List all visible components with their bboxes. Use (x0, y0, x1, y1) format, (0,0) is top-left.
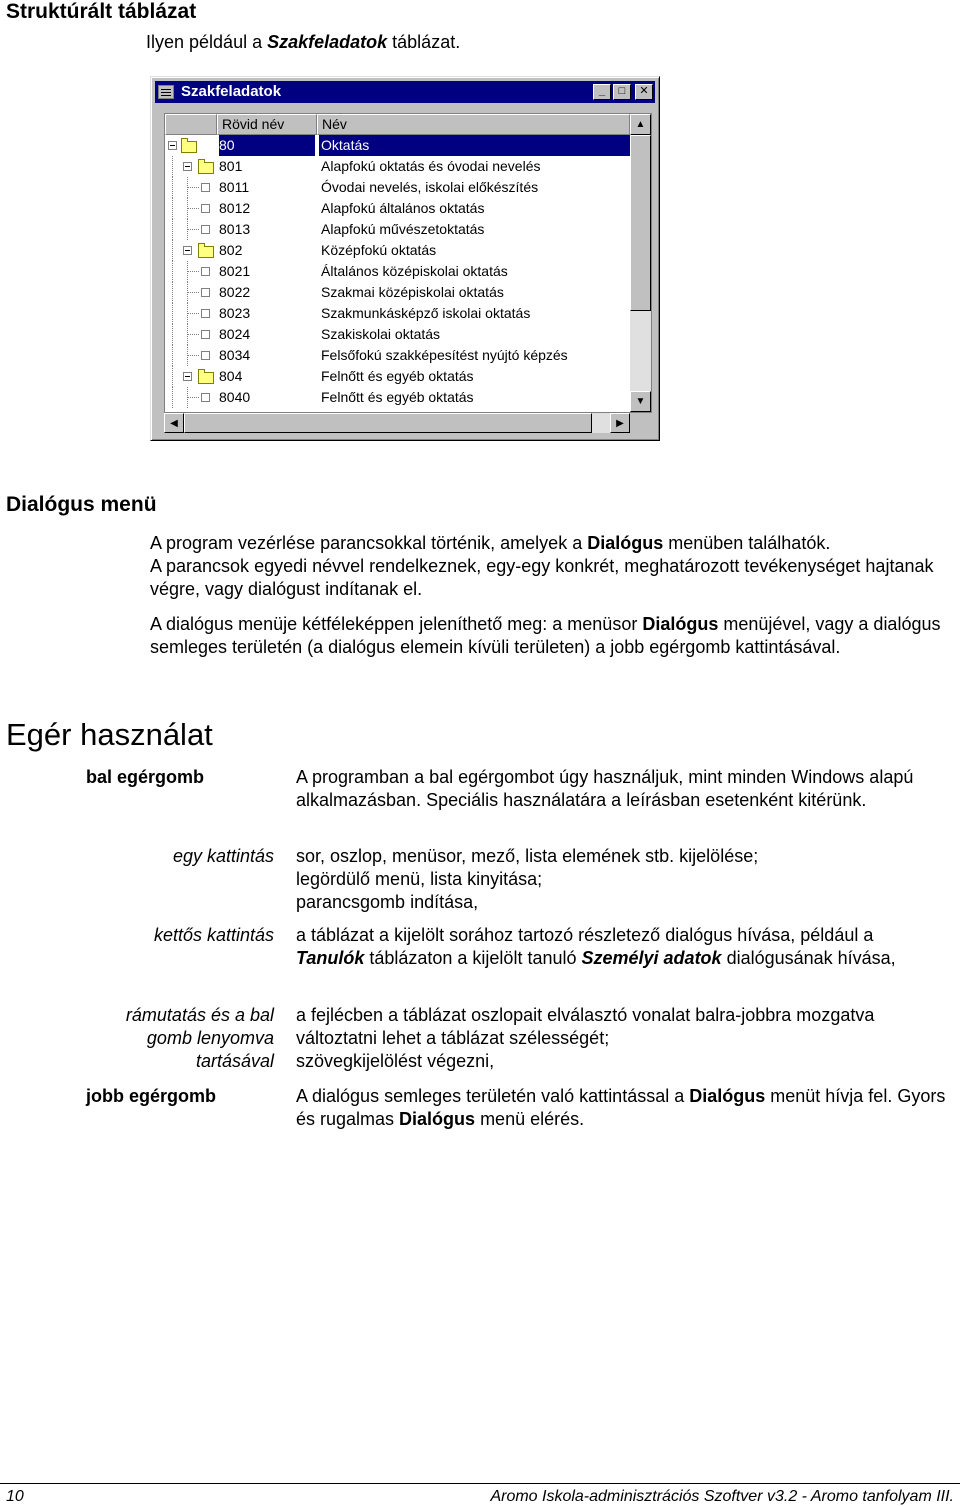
cell-name[interactable]: Alapfokú általános oktatás (321, 200, 485, 216)
tree-connector (165, 135, 215, 156)
collapse-toggle-icon[interactable] (183, 162, 192, 171)
folder-icon (198, 372, 214, 384)
leaf-node-icon (201, 183, 210, 192)
cell-short-name[interactable]: 8021 (219, 263, 251, 279)
vertical-scrollbar[interactable] (630, 114, 651, 412)
section-intro (146, 31, 460, 53)
tree-connector (165, 282, 215, 303)
left-button-desc: A programban a bal egérgombot úgy használjuk, mint minden Windows alapú alkalmazásban. Speciális használatára a leírásban esetenként kitérünk. (296, 767, 914, 810)
cell-short-name[interactable]: 8022 (219, 284, 251, 300)
collapse-toggle-icon[interactable] (168, 141, 177, 150)
text-run: sor, oszlop, menüsor, mező, lista elemének stb. kijelölése; (296, 846, 759, 866)
vertical-scroll-thumb[interactable] (630, 135, 651, 311)
dialog-menu-paragraph-1 (150, 532, 950, 601)
leaf-node-icon (201, 204, 210, 213)
cell-short-name[interactable]: 8012 (219, 200, 251, 216)
dialog-menu-body (150, 532, 950, 671)
tree-row[interactable] (165, 324, 630, 345)
cell-name[interactable]: Alapfokú oktatás és óvodai nevelés (321, 158, 541, 174)
horizontal-scroll-thumb[interactable] (184, 413, 592, 433)
double-click-label: kettős kattintás (153, 925, 274, 945)
intro-emphasis: Szakfeladatok (267, 32, 388, 52)
text-run: szövegkijelölést végezni, (296, 1051, 495, 1071)
tree-connector (165, 240, 215, 261)
cell-name[interactable]: Általános középiskolai oktatás (321, 263, 508, 279)
tree-connector (165, 324, 215, 345)
cell-short-name[interactable]: 804 (219, 368, 243, 384)
leaf-node-icon (201, 309, 210, 318)
cell-name[interactable]: Oktatás (319, 135, 630, 156)
cell-name[interactable]: Óvodai nevelés, iskolai előkészítés (321, 179, 539, 195)
tree-row[interactable] (165, 177, 630, 198)
cell-short-name[interactable]: 801 (219, 158, 243, 174)
text-run: A program vezérlése parancsokkal történik, amelyek a (150, 533, 588, 553)
tree-connector (165, 345, 215, 366)
close-button[interactable]: ✕ (635, 84, 653, 100)
text-run: menüt hívja fel. Gyors és rugalmas (296, 1086, 946, 1129)
cell-name[interactable]: Felsőfokú szakképesítést nyújtó képzés (321, 347, 568, 363)
cell-short-name[interactable]: 8011 (219, 179, 250, 195)
cell-name[interactable]: Felnőtt és egyéb oktatás (321, 389, 474, 405)
right-button-label: jobb egérgomb (86, 1086, 216, 1106)
tree-grid (164, 113, 652, 413)
folder-icon (181, 141, 197, 153)
left-button-label: bal egérgomb (86, 767, 205, 787)
leaf-node-icon (201, 330, 210, 339)
tree-connector (165, 387, 215, 408)
text-run: A parancsok egyedi névvel rendelkeznek, egy-egy konkrét, meghatározott tevékenységet hajtanak végre, vagy dialógust indítanak el. (150, 556, 934, 599)
text-run-bold: Dialógus (642, 614, 719, 634)
double-click-desc (296, 924, 946, 970)
maximize-button[interactable]: □ (613, 84, 631, 100)
cell-name[interactable]: Középfokú oktatás (321, 242, 437, 258)
text-run: legördülő menü, lista kinyitása; (296, 869, 543, 889)
cell-short-name[interactable]: 80 (219, 135, 315, 156)
intro-prefix: Ilyen például a (146, 32, 268, 52)
scroll-up-button[interactable]: ▲ (630, 114, 651, 135)
header-tree-column[interactable] (165, 114, 217, 135)
header-name[interactable]: Név (317, 114, 630, 135)
tree-row[interactable] (165, 261, 630, 282)
text-run: A dialógus menüje kétféleképpen jeleníthető meg: a menüsor (150, 614, 643, 634)
tree-row[interactable] (165, 282, 630, 303)
text-run-bold: Dialógus (587, 533, 664, 553)
minimize-button[interactable]: _ (593, 84, 611, 100)
scroll-down-button[interactable]: ▼ (630, 391, 651, 412)
tree-connector (165, 156, 215, 177)
footer-divider (0, 1483, 960, 1484)
drag-desc (296, 1004, 946, 1073)
footer-document-title: Aromo Iskola-adminisztrációs Szoftver v3.2 - Aromo tanfolyam III. (490, 1488, 954, 1505)
text-run: A dialógus semleges területén való kattintással a (296, 1086, 690, 1106)
tree-connector (165, 366, 215, 387)
cell-short-name[interactable]: 8013 (219, 221, 251, 237)
header-short-name[interactable]: Rövid név (217, 114, 317, 135)
szakfeladatok-window (150, 76, 660, 441)
text-run: menü elérés. (475, 1109, 585, 1129)
text-run-bold-italic: Személyi adatok (581, 948, 722, 968)
text-run: táblázaton a kijelölt tanuló (364, 948, 582, 968)
window-menu-icon[interactable] (158, 85, 174, 99)
footer-page-number: 10 (6, 1488, 24, 1505)
text-run-bold-italic: Tanulók (296, 948, 365, 968)
text-run-bold: Dialógus (689, 1086, 766, 1106)
text-run: a fejlécben a táblázat oszlopait elválasztó vonalat balra-jobbra mozgatva változtatni lehet a táblázat szélességét; (296, 1005, 875, 1048)
tree-row[interactable] (165, 156, 630, 177)
text-run: menüben találhatók. (663, 533, 831, 553)
tree-row[interactable] (165, 345, 630, 366)
text-run: dialógusának hívása, (721, 948, 896, 968)
folder-icon (198, 162, 214, 174)
tree-row[interactable] (165, 387, 630, 408)
tree-connector (165, 198, 215, 219)
leaf-node-icon (201, 267, 210, 276)
cell-name[interactable]: Alapfokú művészetoktatás (321, 221, 485, 237)
text-run-bold: Dialógus (399, 1109, 476, 1129)
tree-connector (165, 261, 215, 282)
tree-connector (165, 219, 215, 240)
text-run: parancsgomb indítása, (296, 892, 479, 912)
cell-name[interactable]: Szakiskolai oktatás (321, 326, 441, 342)
cell-short-name[interactable]: 8040 (219, 389, 251, 405)
section-title-dialog-menu: Dialógus menü (6, 493, 157, 516)
tree-row[interactable] (165, 303, 630, 324)
tree-row[interactable] (165, 198, 630, 219)
scroll-left-button[interactable]: ◀ (164, 413, 184, 433)
tree-connector (165, 177, 215, 198)
cell-name[interactable]: Szakmai középiskolai oktatás (321, 284, 504, 300)
text-run: a táblázat a kijelölt sorához tartozó részletező dialógus hívása, például a (296, 925, 874, 945)
scroll-right-button[interactable]: ▶ (610, 413, 630, 433)
collapse-toggle-icon[interactable] (183, 372, 192, 381)
intro-suffix: táblázat. (387, 32, 461, 52)
horizontal-scrollbar[interactable] (164, 413, 630, 433)
window-titlebar (155, 81, 655, 103)
collapse-toggle-icon[interactable] (183, 246, 192, 255)
single-click-label: egy kattintás (172, 846, 274, 866)
leaf-node-icon (201, 288, 210, 297)
folder-icon (198, 246, 214, 258)
window-title: Szakfeladatok (181, 83, 282, 100)
single-click-desc (296, 845, 946, 914)
cell-short-name[interactable]: 8023 (219, 305, 251, 321)
cell-name[interactable]: Szakmunkásképző iskolai oktatás (321, 305, 531, 321)
cell-short-name[interactable]: 8024 (219, 326, 251, 342)
drag-label: rámutatás és a bal gomb lenyomva tartásával (125, 1005, 274, 1071)
cell-short-name[interactable]: 8034 (219, 347, 251, 363)
cell-short-name[interactable]: 802 (219, 242, 243, 258)
section-title-structured-table: Struktúrált táblázat (6, 0, 197, 23)
tree-row[interactable] (165, 240, 630, 261)
leaf-node-icon (201, 225, 210, 234)
dialog-menu-paragraph-2 (150, 613, 950, 659)
text-run: menüjével, vagy a dialógus semleges területén (a dialógus elemein kívüli területen) a jobb egérgomb kattintásával. (150, 614, 941, 657)
cell-name[interactable]: Felnőtt és egyéb oktatás (321, 368, 474, 384)
tree-connector (165, 303, 215, 324)
tree-row[interactable] (165, 219, 630, 240)
leaf-node-icon (201, 393, 210, 402)
leaf-node-icon (201, 351, 210, 360)
section-title-mouse-usage: Egér használat (6, 717, 213, 752)
right-button-desc (296, 1085, 946, 1131)
tree-row[interactable] (165, 135, 630, 156)
grid-header (165, 114, 630, 135)
tree-row[interactable] (165, 366, 630, 387)
